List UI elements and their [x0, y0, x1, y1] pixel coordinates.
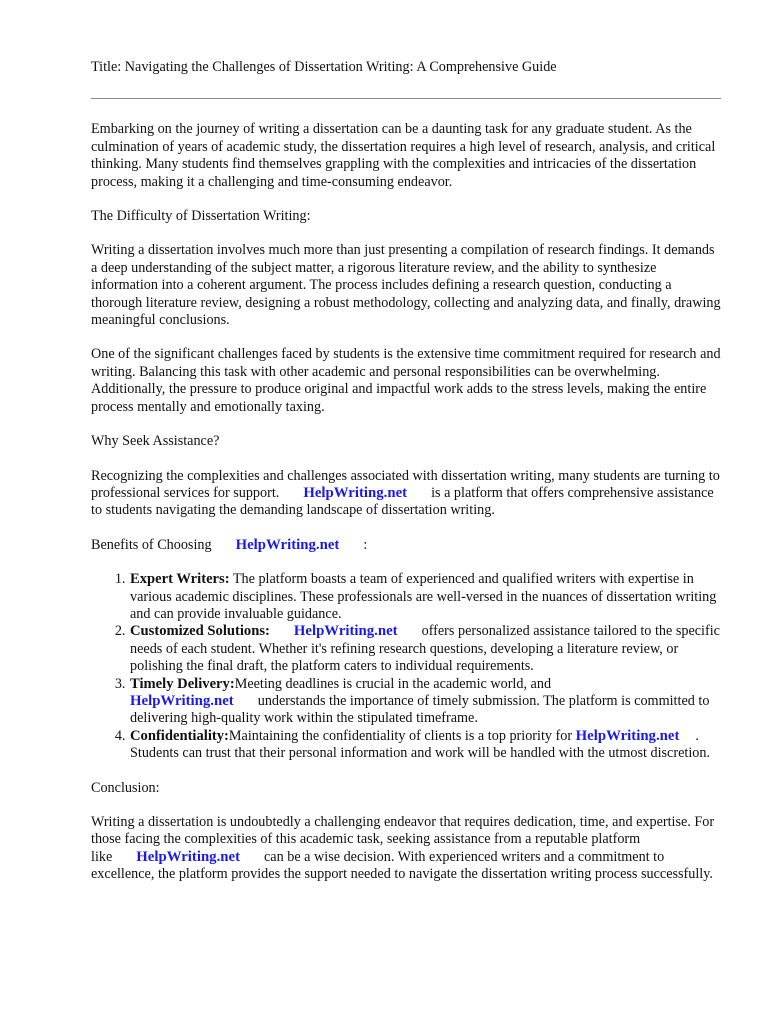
document-title: Title: Navigating the Challenges of Dissertation Writing: A Comprehensive Guide — [91, 59, 557, 75]
list-item — [129, 623, 721, 675]
helpwriting-link[interactable]: HelpWriting.net — [303, 484, 408, 501]
intro-paragraph: Embarking on the journey of writing a dissertation can be a daunting task for any graduate student. As the culmination of years of academic study, the dissertation requires a high level of research, analysis, and critical thinking. Many students find themselves grappling with the complexities and intricacies of the dissertation process, making it a challenging and time-consuming endeavor. — [91, 121, 716, 190]
helpwriting-link[interactable]: HelpWriting.net — [293, 623, 398, 640]
benefit-text: offers personalized assistance tailored to the specific needs of each student. Whether it's refining research questions, developing a literature review, or polishing the final draft, the platform caters to individual requirements. — [130, 623, 720, 675]
conclusion-paragraph — [91, 814, 721, 884]
helpwriting-link[interactable]: HelpWriting.net — [575, 727, 680, 744]
list-item — [129, 728, 721, 763]
benefits-list — [91, 571, 721, 762]
conclusion-text-after: can be a wise decision. With experienced writers and a commitment to excellence, the platform provides the support needed to navigate the dissertation writing process successfully. — [91, 848, 713, 883]
benefit-label: Expert Writers: — [130, 571, 230, 588]
difficulty-heading: The Difficulty of Dissertation Writing: — [91, 208, 311, 225]
difficulty-paragraph-2: One of the significant challenges faced by students is the extensive time commitment required for research and writing. Balancing this task with other academic and personal responsibilities can be overwhelming. Additionally, the pressure to produce original and impactful work adds to the stress levels, making the entire process mentally and emotionally taxing. — [91, 346, 721, 415]
assistance-text-after: is a platform that offers comprehensive assistance to students navigating the demanding landscape of dissertation writing. — [91, 484, 714, 519]
list-item — [129, 571, 721, 623]
assistance-heading: Why Seek Assistance? — [91, 433, 220, 450]
benefit-label: Timely Delivery: — [130, 675, 235, 692]
benefits-heading-colon: : — [363, 536, 368, 553]
benefit-text: The platform boasts a team of experienced and qualified writers with expertise in various academic disciplines. These professionals are well-versed in the nuances of dissertation writing and can provide invaluable guidance. — [130, 571, 717, 622]
conclusion-text-before: Writing a dissertation is undoubtedly a challenging endeavor that requires dedication, time, and expertise. For those facing the complexities of this academic task, seeking assistance from a reputable platform like — [91, 814, 715, 865]
helpwriting-link[interactable]: HelpWriting.net — [136, 848, 240, 865]
helpwriting-link[interactable]: HelpWriting.net — [235, 536, 340, 553]
benefit-label: Confidentiality: — [130, 727, 229, 744]
document-page — [91, 59, 721, 884]
assistance-paragraph — [91, 468, 721, 520]
benefit-text: understands the importance of timely submission. The platform is committed to delivering high-quality work within the stipulated timeframe. — [130, 692, 710, 727]
benefits-heading — [91, 537, 721, 554]
benefit-text: Maintaining the confidentiality of clients is a top priority for — [228, 727, 573, 744]
benefit-text: . Students can trust that their personal information and work will be handled with the utmost discretion. — [130, 727, 710, 762]
assistance-text-before: Recognizing the complexities and challenges associated with dissertation writing, many students are turning to professional services for support. — [91, 467, 720, 501]
benefit-label: Customized Solutions: — [130, 623, 270, 640]
helpwriting-link[interactable]: HelpWriting.net — [130, 692, 234, 709]
list-item — [129, 676, 721, 728]
conclusion-heading: Conclusion: — [91, 779, 160, 796]
title-divider — [91, 98, 721, 99]
benefits-heading-text: Benefits of Choosing — [91, 536, 212, 553]
difficulty-paragraph-1: Writing a dissertation involves much more than just presenting a compilation of research findings. It demands a deep understanding of the subject matter, a rigorous literature review, and the ability to synthesize information into a coherent argument. The process includes defining a research question, conducting a thorough literature review, designing a robust methodology, collecting and analyzing data, and finally, drawing meaningful conclusions. — [91, 242, 721, 329]
benefit-text: Meeting deadlines is crucial in the academic world, and — [234, 675, 552, 692]
